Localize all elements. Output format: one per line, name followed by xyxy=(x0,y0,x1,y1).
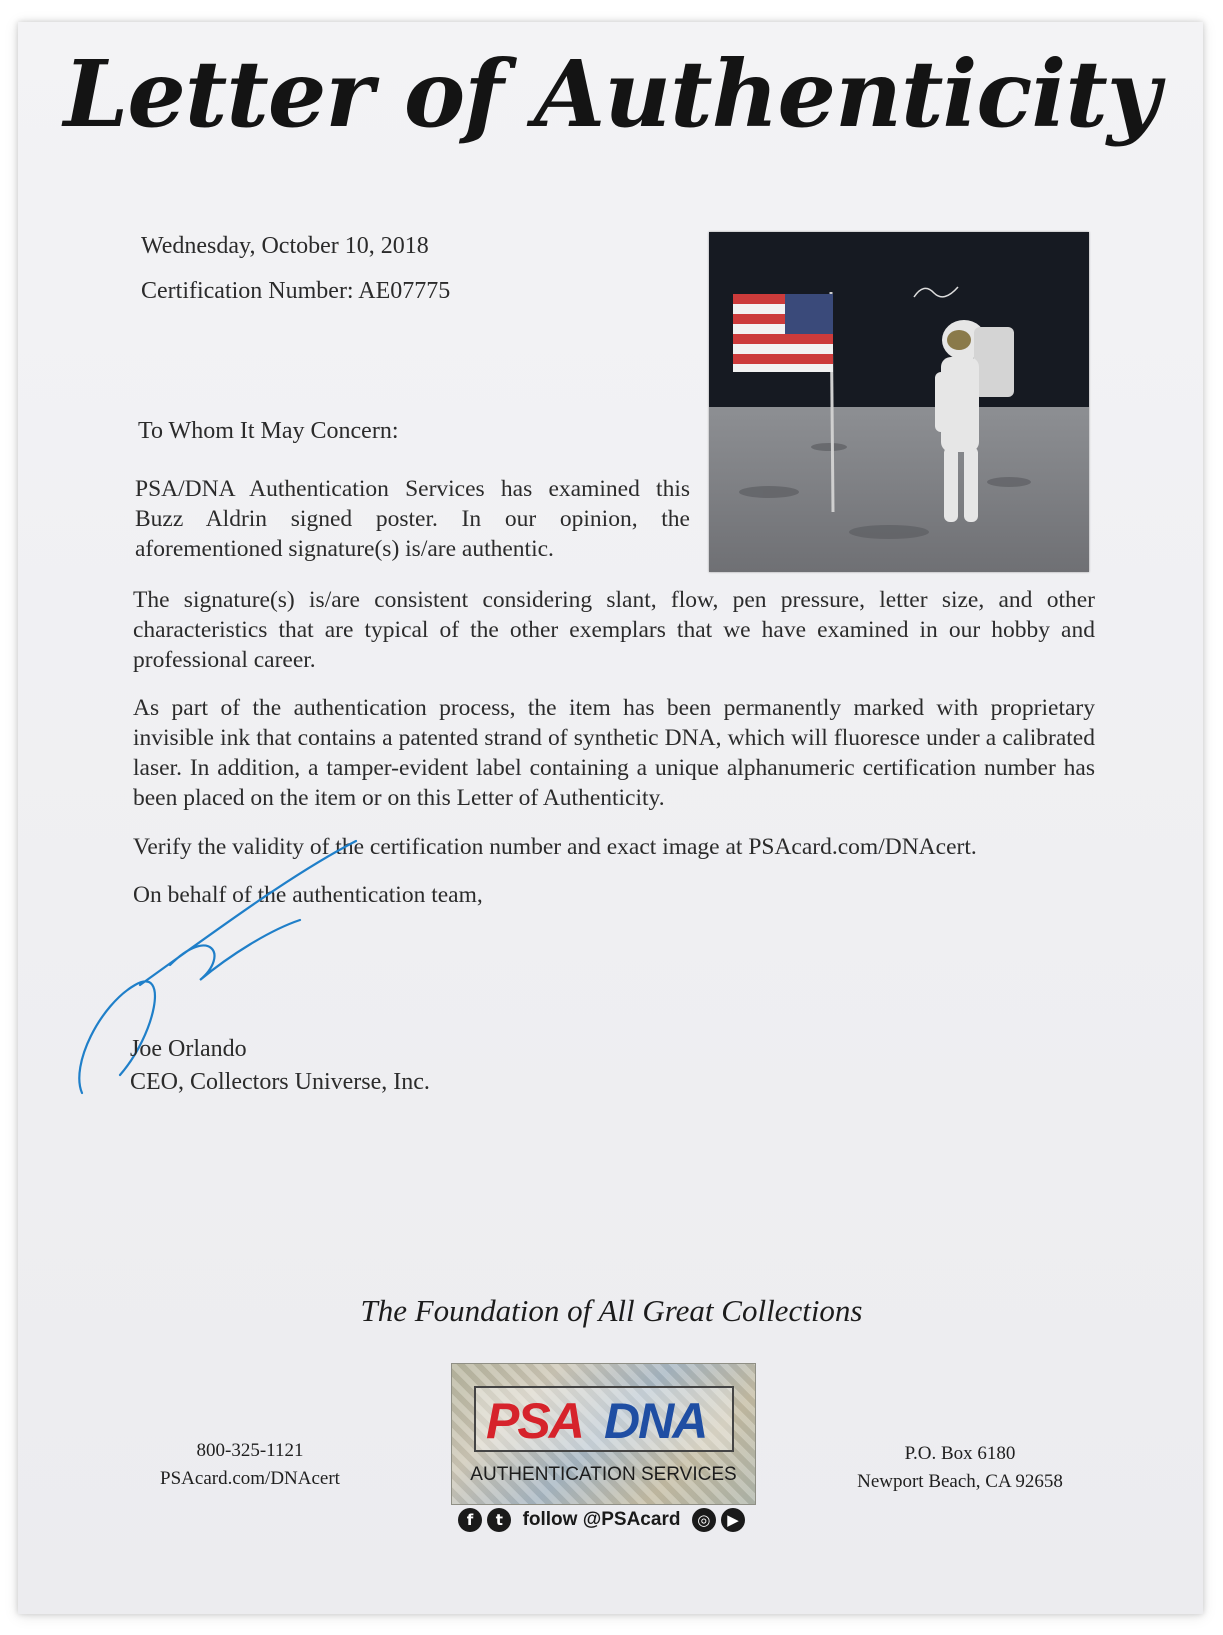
authentication-services-label: AUTHENTICATION SERVICES xyxy=(470,1464,737,1485)
psa-dna-hologram-label xyxy=(451,1363,756,1505)
letter-title: Letter of Authenticity xyxy=(63,40,1160,148)
youtube-icon: ▶ xyxy=(721,1508,745,1532)
paragraph-closing: On behalf of the authentication team, xyxy=(133,882,483,908)
psa-logo: PSA xyxy=(486,1393,583,1449)
letter-date: Wednesday, October 10, 2018 xyxy=(141,233,429,259)
certification-number: Certification Number: AE07775 xyxy=(141,278,451,304)
paragraph-dna-marking: As part of the authentication process, the item has been permanently marked with proprietary invisible ink that contains a patented strand of synthetic DNA, which will fluoresce under a calibrated laser. In addition, a tamper-evident label containing a unique alphanumeric certification number has been placed on the item or on this Letter of Authenticity. xyxy=(133,695,1095,811)
paragraph-examined: PSA/DNA Authentication Services has examined this Buzz Aldrin signed poster. In our opinion, the aforementioned signature(s) is/are authentic. xyxy=(135,476,690,562)
instagram-icon: ◎ xyxy=(692,1508,716,1532)
tagline: The Foundation of All Great Collections xyxy=(360,1293,863,1328)
signed-poster-photo xyxy=(709,232,1089,572)
twitter-icon: t xyxy=(487,1508,511,1532)
signer-role: CEO, Collectors Universe, Inc. xyxy=(130,1069,430,1095)
phone-number: 800-325-1121 xyxy=(196,1440,304,1461)
paragraph-verify: Verify the validity of the certification number and exact image at PSAcard.com/DNAcert. xyxy=(133,834,977,860)
paragraph-consistency: The signature(s) is/are consistent considering slant, flow, pen pressure, letter size, and other characteristics that are typical of the other exemplars that we have examined in our hobby and professional career. xyxy=(133,587,1095,673)
city-address: Newport Beach, CA 92658 xyxy=(857,1471,1063,1492)
signer-name: Joe Orlando xyxy=(130,1036,247,1062)
social-handle: follow @PSAcard xyxy=(522,1509,681,1530)
greeting: To Whom It May Concern: xyxy=(138,418,399,444)
facebook-icon: f xyxy=(458,1508,482,1532)
contact-right xyxy=(840,1440,1080,1496)
hologram-logo-box xyxy=(474,1386,734,1452)
contact-left xyxy=(140,1437,360,1493)
signer-block xyxy=(130,1033,430,1099)
po-box: P.O. Box 6180 xyxy=(904,1443,1016,1464)
dna-logo: DNA xyxy=(604,1393,707,1449)
website: PSAcard.com/DNAcert xyxy=(160,1468,340,1489)
social-follow xyxy=(458,1508,758,1538)
